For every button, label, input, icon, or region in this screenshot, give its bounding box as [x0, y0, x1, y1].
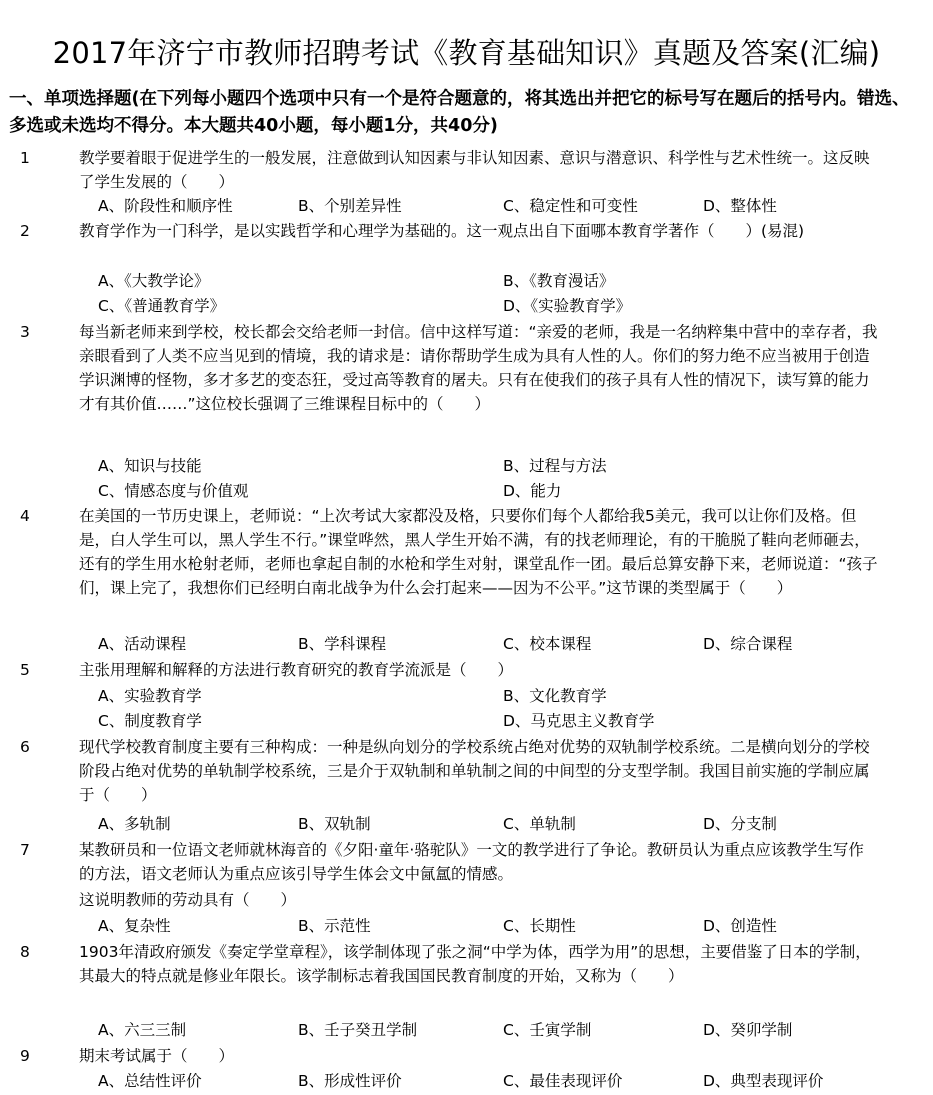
- question-stem: 期末考试属于（ ）: [79, 1047, 235, 1065]
- question-number: 7: [20, 841, 30, 859]
- option-c: C、壬寅学制: [503, 1021, 592, 1039]
- option-a: A、总结性评价: [98, 1072, 202, 1090]
- question-stem: 1903年清政府颁发《奏定学堂章程》，该学制体现了张之洞“中学为体，西学为用”的思想，主要借鉴了日本的学制，其最大的特点就是修业年限长。该学制标志着我国国民教育制度的开始，又称为（ ）: [79, 943, 871, 985]
- question-stem: 教学要着眼于促进学生的一般发展，注意做到认知因素与非认知因素、意识与潜意识、科学性与艺术性统一。这反映了学生发展的（ ）: [79, 149, 870, 191]
- question-stem: 某教研员和一位语文老师就林海音的《夕阳·童年·骆驼队》一文的教学进行了争论。教研员认为重点应该教学生写作的方法，语文老师认为重点应该引导学生体会文中氤氲的情感。: [79, 841, 864, 883]
- option-a: A、实验教育学: [98, 687, 202, 705]
- option-c: C、稳定性和可变性: [503, 197, 638, 215]
- question-number: 1: [20, 149, 30, 167]
- option-a: A、六三三制: [98, 1021, 187, 1039]
- option-b: B、双轨制: [298, 815, 371, 833]
- option-c: C、《普通教育学》: [98, 297, 226, 315]
- option-a: A、复杂性: [98, 917, 171, 935]
- question-number: 4: [20, 507, 30, 525]
- question-stem: 现代学校教育制度主要有三种构成：一种是纵向划分的学校系统占绝对优势的双轨制学校系统。二是横向划分的学校阶段占绝对优势的单轨制学校系统，三是介于双轨制和单轨制之间的中间型的分支型学制。我国目前实施的学制应属于（ ）: [79, 738, 870, 804]
- option-b: B、过程与方法: [503, 457, 607, 475]
- question-number: 5: [20, 661, 30, 679]
- question-number: 9: [20, 1047, 30, 1065]
- option-d: D、癸卯学制: [703, 1021, 793, 1039]
- option-c: C、制度教育学: [98, 712, 202, 730]
- question-stem: 在美国的一节历史课上，老师说：“上次考试大家都没及格，只要你们每个人都给我5美元，我可以让你们及格。但是，白人学生可以，黑人学生不行。”课堂哗然，黑人学生开始不满，有的找老师理论，有的干脆脱了鞋向老师砸去，还有的学生用水枪射老师，老师也拿起自制的水枪和学生对射，课堂乱作一团。最后总算安静下来，老师说道：“孩子们，课上完了，我想你们已经明白南北战争为什么会打起来——因为不公平。”这节课的类型属于（ ）: [79, 507, 878, 597]
- question-stem: 每当新老师来到学校，校长都会交给老师一封信。信中这样写道：“亲爱的老师，我是一名纳粹集中营中的幸存者，我亲眼看到了人类不应当见到的情境，我的请求是：请你帮助学生成为具有人性的人。你们的努力绝不应当被用于创造学识渊博的怪物，多才多艺的变态狂，受过高等教育的屠夫。只有在使我们的孩子具有人性的情况下，读写算的能力才有其价值……”这位校长强调了三维课程目标中的（ ）: [79, 323, 878, 413]
- question-stem: 教育学作为一门科学，是以实践哲学和心理学为基础的。这一观点出自下面哪本教育学著作（ ）(易混): [79, 222, 805, 240]
- option-c: C、单轨制: [503, 815, 576, 833]
- option-a: A、活动课程: [98, 635, 187, 653]
- option-c: C、情感态度与价值观: [98, 482, 249, 500]
- option-b: B、学科课程: [298, 635, 387, 653]
- question-number: 8: [20, 943, 30, 961]
- question-number: 3: [20, 323, 30, 341]
- option-b: B、示范性: [298, 917, 371, 935]
- option-b: B、《教育漫话》: [503, 272, 615, 290]
- option-d: D、马克思主义教育学: [503, 712, 655, 730]
- question-stem: 主张用理解和解释的方法进行教育研究的教育学流派是（ ）: [79, 661, 514, 679]
- option-c: C、最佳表现评价: [503, 1072, 623, 1090]
- option-b: B、个别差异性: [298, 197, 402, 215]
- option-a: A、多轨制: [98, 815, 171, 833]
- option-c: C、校本课程: [503, 635, 592, 653]
- option-c: C、长期性: [503, 917, 576, 935]
- option-d: D、整体性: [703, 197, 777, 215]
- option-a: A、《大教学论》: [98, 272, 210, 290]
- section-heading: 一、单项选择题(在下列每小题四个选项中只有一个是符合题意的，将其选出并把它的标号写在题后的括号内。错选、多选或未选均不得分。本大题共40小题，每小题1分，共40分): [9, 89, 910, 136]
- option-d: D、《实验教育学》: [503, 297, 632, 315]
- option-d: D、典型表现评价: [703, 1072, 824, 1090]
- question-number: 6: [20, 738, 30, 756]
- option-d: D、能力: [503, 482, 562, 500]
- option-d: D、创造性: [703, 917, 777, 935]
- option-b: B、形成性评价: [298, 1072, 402, 1090]
- page-title: 2017年济宁市教师招聘考试《教育基础知识》真题及答案(汇编): [52, 36, 881, 70]
- option-a: A、知识与技能: [98, 457, 202, 475]
- question-stem-continued: 这说明教师的劳动具有（ ）: [79, 891, 297, 909]
- question-number: 2: [20, 222, 30, 240]
- option-d: D、综合课程: [703, 635, 793, 653]
- option-d: D、分支制: [703, 815, 777, 833]
- option-a: A、阶段性和顺序性: [98, 197, 233, 215]
- option-b: B、文化教育学: [503, 687, 607, 705]
- option-b: B、壬子癸丑学制: [298, 1021, 418, 1039]
